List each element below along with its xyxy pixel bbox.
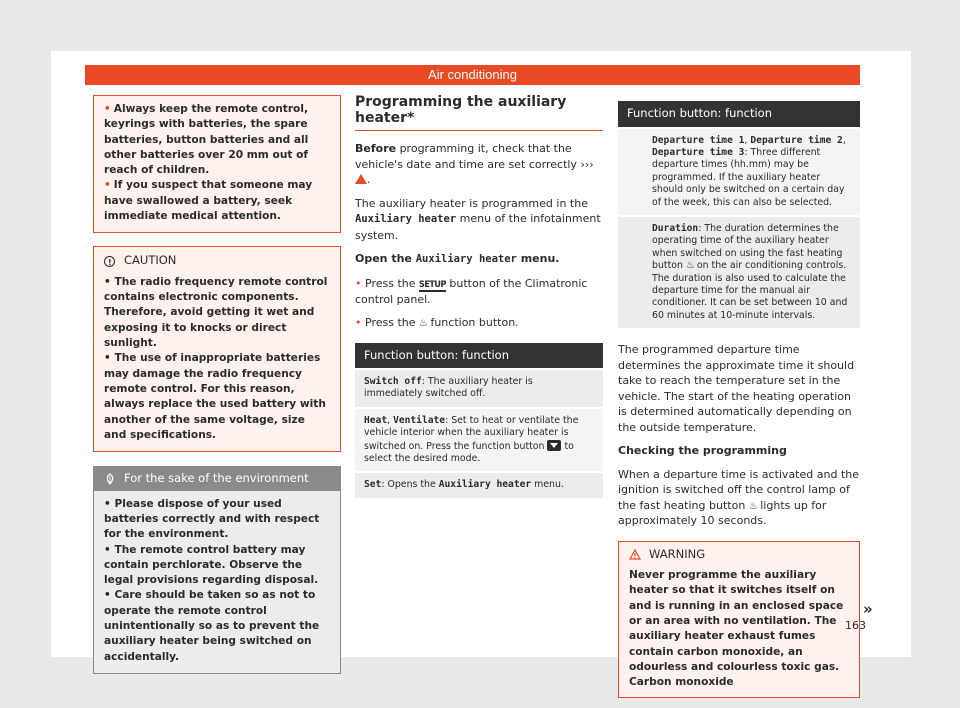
caution-body [94, 273, 340, 451]
environment-header: For the sake of the environment [94, 467, 340, 491]
warning-box [618, 541, 860, 698]
table-header: Function button: function [618, 101, 860, 127]
caution-header: ! CAUTION [94, 247, 340, 273]
step-item: • Press the SETUP button of the Climatronic control panel. [355, 276, 588, 306]
list-item: • Always keep the remote control, keyrings with batteries, the spare batteries, button batteries and all other batteries over 20 mm out of reach of children. [104, 103, 309, 177]
warning-header: WARNING [619, 542, 859, 567]
heater-icon: ♨ [685, 260, 694, 272]
leaf-icon [104, 473, 116, 485]
battery-warning-continued [93, 95, 341, 233]
bullet-icon: • [104, 497, 115, 510]
continue-mark: » [863, 600, 873, 618]
caution-box [93, 246, 341, 452]
heater-icon: ♨ [419, 318, 427, 329]
list-item: • The use of inappropriate batteries may damage the radio frequency remote control. For this reason, always replace the used battery with another of the same voltage, size and specifications. [104, 352, 326, 441]
bullet-icon: • [104, 275, 115, 288]
environment-box [93, 466, 341, 674]
heater-icon: ♨ [748, 500, 757, 512]
right-column [618, 101, 860, 698]
table-header: Function button: function [355, 343, 603, 369]
setup-button-icon: SETUP [419, 279, 446, 290]
warning-body: Never programme the auxiliary heater so that it switches itself on and is running in an enclosed space or an area with no ventilation. The auxiliary heater exhaust fumes contain carbon monoxide, an odourless and colourless toxic gas. Carbon monoxide [629, 569, 844, 689]
caution-icon [104, 256, 115, 267]
list-item: • Please dispose of your used batteries correctly and with respect for the environment. [104, 497, 320, 541]
bullet-icon: • [355, 316, 365, 329]
list-item: • Care should be taken so as not to operate the remote control unintentionally so as to prevent the auxiliary heater being switched on accidentally. [104, 589, 320, 663]
table-row: Switch off: The auxiliary heater is immediately switched off. [355, 370, 603, 407]
bullet-icon: • [104, 179, 111, 192]
list-item: • If you suspect that someone may have swallowed a battery, seek immediate medical attention. [104, 179, 313, 223]
left-column [93, 95, 341, 674]
middle-column [355, 95, 603, 498]
subheading: Checking the programming [618, 444, 787, 458]
bullet-icon: • [104, 589, 115, 602]
open-menu-heading: Open the Auxiliary heater menu. [355, 252, 560, 265]
environment-body [94, 491, 340, 673]
bullet-icon: • [104, 103, 111, 115]
table-row: Duration: The duration determines the operating time of the auxiliary heater when switched on using the fast heating button ♨ on the air conditioning controls. The duration is also used to calculate the departure time for the manual air conditioner. It can be set between 10 and 60 minutes at 10-minute intervals. [618, 217, 860, 328]
list-item: • The radio frequency remote control contains electronic components. Therefore, avoid getting it wet and exposing it to knocks or direct sunlight. [104, 275, 328, 350]
paragraph: The programmed departure time determines the approximate time it should take to reach the temperature set in the vehicle. The start of the heating operation is determined automatically depending on the outside temperature. [618, 343, 855, 434]
step-item: • Press the ♨ function button. [355, 316, 519, 329]
table-row: Heat, Ventilate: Set to heat or ventilate the vehicle interior when the auxiliary heater is switched on. Press the function button to select the desired mode. [355, 409, 603, 472]
bullet-icon: • [355, 276, 365, 290]
intro-paragraph: Before programming it, check that the vehicle's date and time are set correctly ››› . [355, 142, 594, 186]
table-row: Set: Opens the Auxiliary heater menu. [355, 473, 603, 497]
page-number: 163 [845, 619, 866, 632]
list-item: • The remote control battery may contain perchlorate. Observe the legal provisions regarding disposal. [104, 543, 319, 587]
chapter-header: Air conditioning [85, 65, 860, 85]
warning-triangle-icon [355, 174, 367, 184]
section-heading: Programming the auxiliary heater* [355, 95, 603, 131]
paragraph: When a departure time is activated and the ignition is switched off the control lamp of the fast heating button ♨ lights up for approximately 10 seconds. [618, 467, 859, 528]
bullet-icon: • [104, 543, 115, 556]
table-row: Departure time 1, Departure time 2, Departure time 3: Three different departure times (hh.mm) may be programmed. If the auxiliary heater should only be switched on a certain day of the week, this can also be selected. [618, 129, 860, 215]
function-table [355, 343, 603, 498]
warning-triangle-icon [629, 549, 641, 560]
bullet-icon: • [104, 352, 115, 365]
menu-paragraph: The auxiliary heater is programmed in the Auxiliary heater menu of the infotainment system. [355, 196, 601, 242]
down-arrow-button-icon [547, 440, 561, 451]
